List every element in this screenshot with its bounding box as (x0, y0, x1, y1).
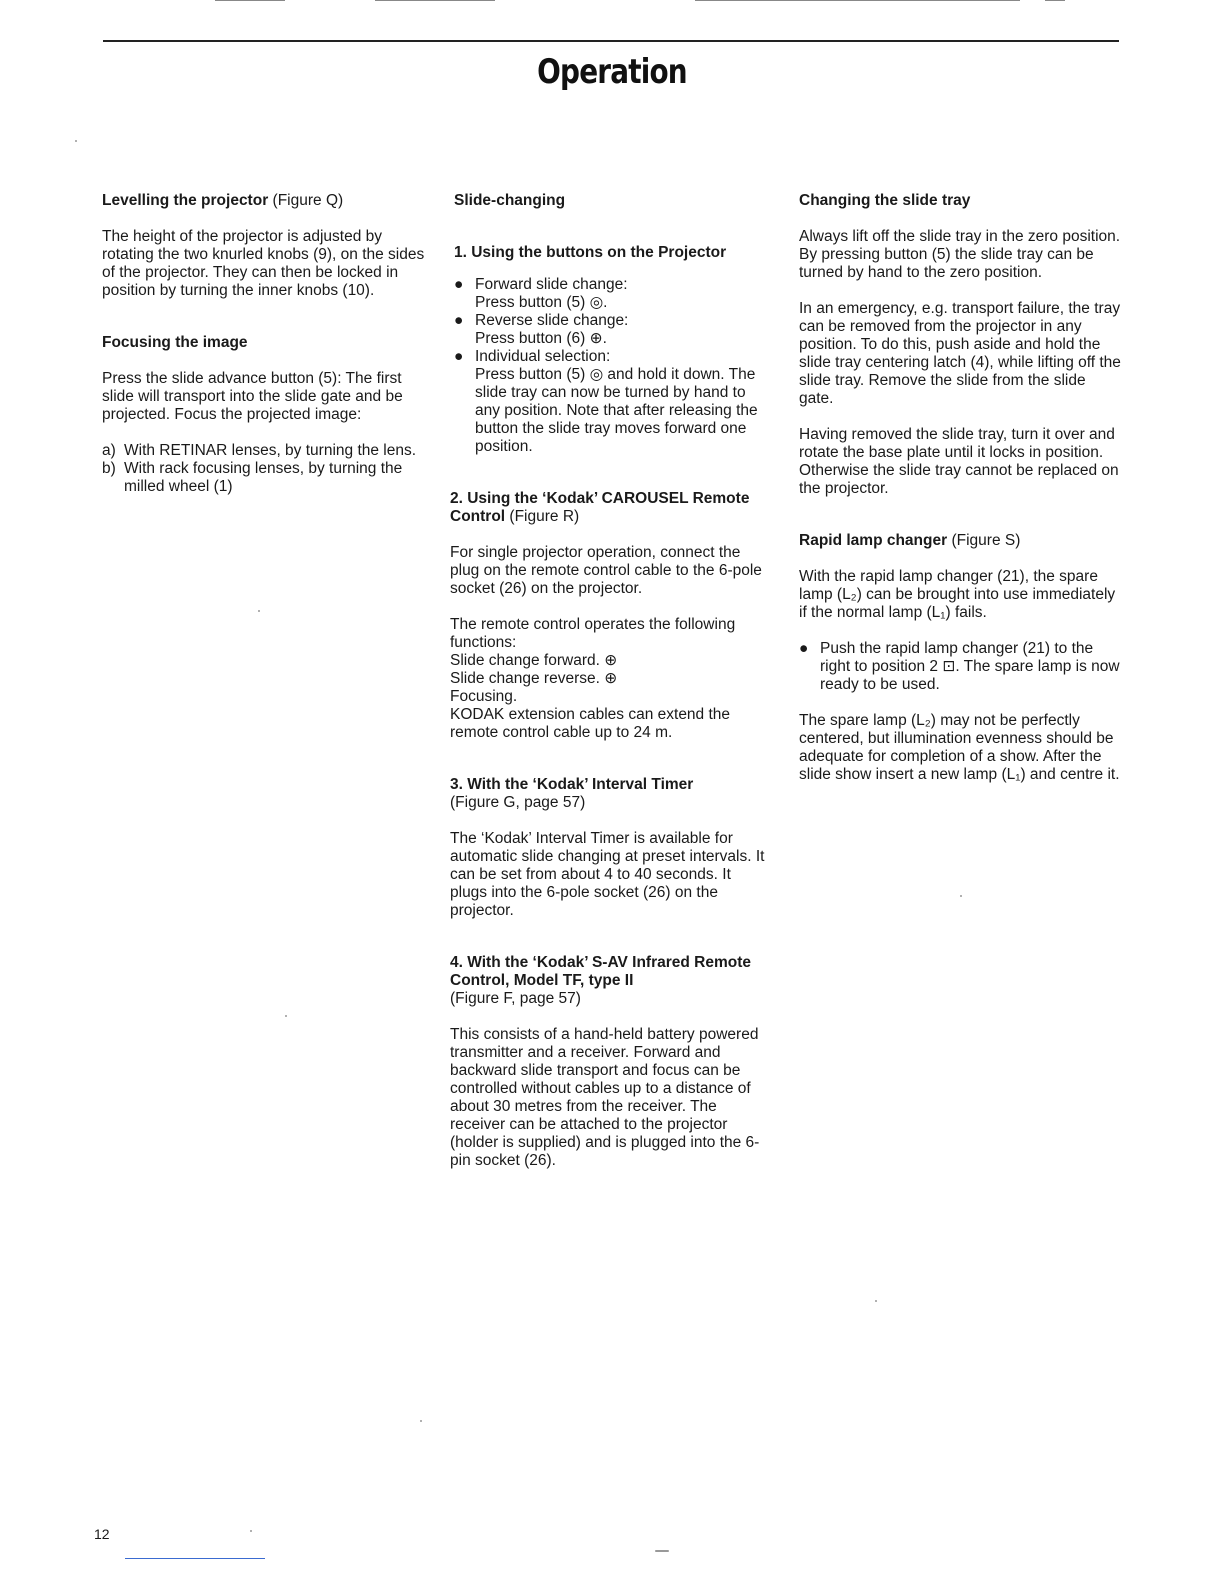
scan-speck (960, 895, 962, 897)
paragraph: For single projector operation, connect the plug on the remote control cable to the 6-pole socket (26) on the projector. (450, 544, 762, 597)
section-heading-levelling: Levelling the projector (Figure Q) (102, 192, 344, 209)
paragraph: Press the slide advance button (5): The first slide will transport into the slide gate and be projected. Focus the projected image: (102, 370, 403, 423)
scan-rule-fragment (1045, 0, 1065, 1)
paragraph: The height of the projector is adjusted by rotating the two knurled knobs (9), on the sides of the projector. They can then be locked in position by turning the inner knobs (10). (102, 228, 425, 299)
header-rule (103, 40, 1119, 42)
paragraph: With the rapid lamp changer (21), the spare lamp (L₂) can be brought into use immediately if the normal lamp (L₁) fails. (799, 568, 1116, 621)
list-item: ● Individual selection: Press button (5) ◎ and hold it down. The slide tray can now be turned by hand to any position. Note that after releasing the button the slide tray moves forward one position. (454, 348, 758, 455)
paragraph: The ‘Kodak’ Interval Timer is available for automatic slide changing at preset intervals. It can be set from about 4 to 40 seconds. It plugs into the 6-pole socket (26) on the projector. (450, 830, 765, 919)
footer-rule (125, 1558, 265, 1559)
page-title: Operation (537, 52, 687, 92)
scan-speck (875, 1300, 877, 1302)
figure-reference: (Figure G, page 57) (450, 794, 586, 811)
paragraph: Always lift off the slide tray in the zero position. By pressing button (5) the slide tray can be turned by hand to the zero position. (799, 228, 1121, 281)
paragraph: Having removed the slide tray, turn it over and rotate the base plate until it locks in position. Otherwise the slide tray cannot be replaced on the projector. (799, 426, 1119, 497)
list-item: a) With RETINAR lenses, by turning the lens. (102, 442, 417, 459)
list-item: b) With rack focusing lenses, by turning the milled wheel (1) (102, 460, 403, 495)
section-heading-focusing: Focusing the image (102, 334, 248, 351)
scan-speck (250, 1530, 252, 1532)
scan-rule-fragment (215, 0, 285, 1)
figure-reference: (Figure F, page 57) (450, 990, 581, 1007)
column-left (102, 192, 432, 496)
paragraph: The spare lamp (L₂) may not be perfectly centered, but illumination evenness should be adequate for completion of a show. After the slide show insert a new lamp (L₁) and centre it. (799, 712, 1120, 783)
list-item: ● Reverse slide change: Press button (6) ⊕. (454, 312, 629, 347)
list-item: ● Forward slide change: Press button (5) ◎. (454, 276, 628, 311)
section-heading-lamp-changer: Rapid lamp changer (Figure S) (799, 532, 1021, 549)
section-heading-changing-tray: Changing the slide tray (799, 192, 971, 209)
paragraph: This consists of a hand-held battery powered transmitter and a receiver. Forward and backward slide transport and focus can be controlled without cables up to a distance of about 30 metres from the receiver. The receiver can be attached to the projector (holder is supplied) and is plugged into the 6-pin socket (26). (450, 1026, 760, 1169)
scan-rule-fragment (695, 0, 1020, 1)
subsection-heading-carousel: 2. Using the ‘Kodak’ CAROUSEL Remote Control (Figure R) (450, 490, 750, 525)
subsection-heading-infrared: 4. With the ‘Kodak’ S-AV Infrared Remote Control, Model TF, type II (450, 954, 752, 989)
subsection-heading-interval-timer: 3. With the ‘Kodak’ Interval Timer (450, 776, 694, 793)
list-item: ● Push the rapid lamp changer (21) to the right to position 2 ⊡. The spare lamp is now ready to be used. (799, 640, 1120, 693)
scan-speck (655, 1550, 669, 1552)
scan-speck (258, 610, 260, 612)
section-heading-slide-changing: Slide-changing (454, 192, 566, 209)
paragraph: In an emergency, e.g. transport failure, the tray can be removed from the projector in any position. To do this, push aside and hold the slide tray centering latch (4), while lifting off the slide tray. Remove the slide from the slide gate. (799, 300, 1121, 407)
column-middle (450, 192, 770, 1170)
scan-speck (285, 1015, 287, 1017)
page-number: 12 (94, 1526, 110, 1542)
scan-rule-fragment (375, 0, 495, 1)
subsection-heading-buttons: 1. Using the buttons on the Projector (454, 244, 727, 261)
paragraph: The remote control operates the following functions: Slide change forward. ⊕ Slide change reverse. ⊕ Focusing. KODAK extension cables can extend the remote control cable up to 24 m. (450, 616, 736, 741)
scan-speck (75, 140, 77, 142)
scan-speck (420, 1420, 422, 1422)
column-right (799, 192, 1124, 784)
